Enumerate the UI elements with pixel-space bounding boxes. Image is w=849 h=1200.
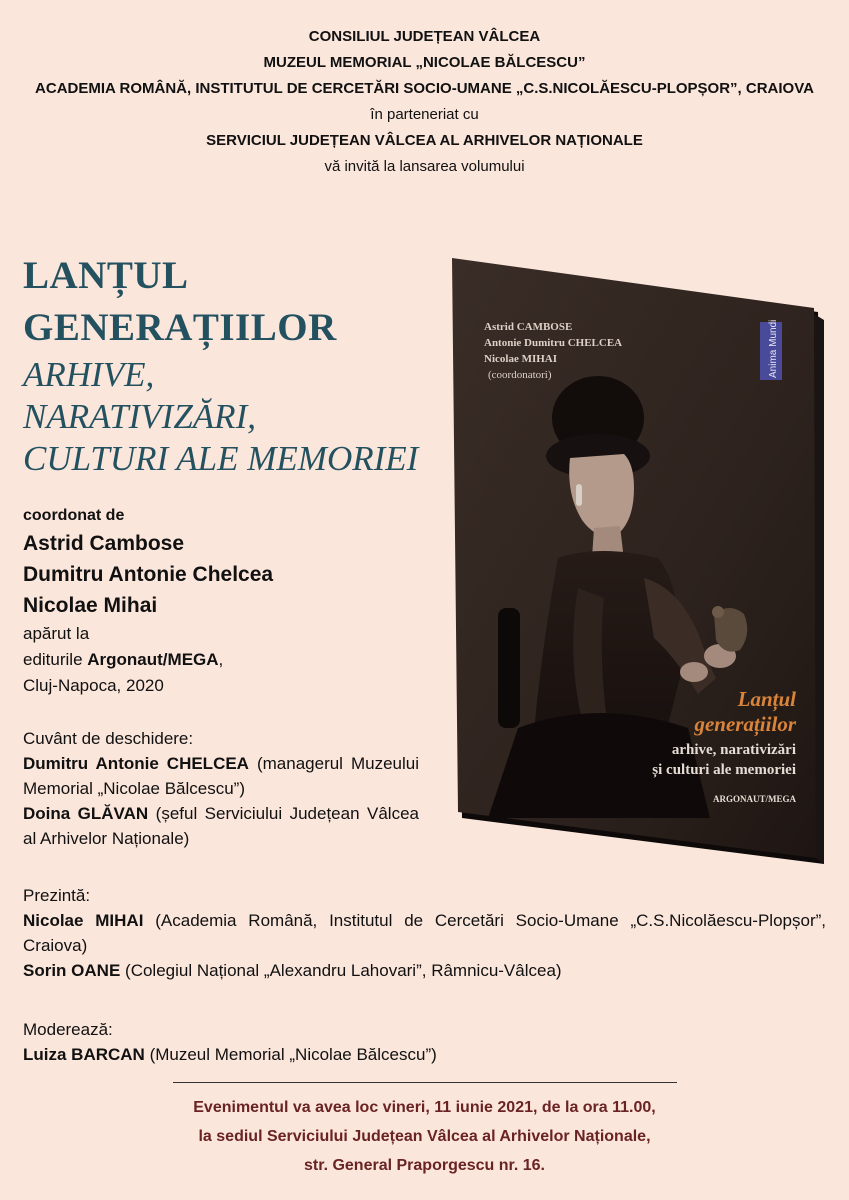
book-subtitle-line1: ARHIVE, (23, 355, 155, 394)
opening-label: Cuvânt de deschidere: (23, 729, 194, 748)
book-subtitle-line3: CULTURI ALE MEMORIEI (23, 439, 419, 478)
invitation-header (0, 24, 849, 180)
speaker-name: Dumitru Antonie CHELCEA (23, 754, 249, 773)
cover-title-line2: generațiilor (694, 712, 796, 736)
book-subtitle-line2: NARATIVIZĂRI, (23, 397, 256, 436)
series-label: Anima Mundi (768, 319, 779, 378)
presenter (23, 958, 826, 983)
coordinator-name: Dumitru Antonie Chelcea (23, 563, 274, 586)
coordinator-name: Nicolae Mihai (23, 594, 158, 617)
cover-author: Antonie Dumitru CHELCEA (484, 337, 623, 349)
speaker-role: (managerul Muzeului Memorial „Nicolae Bălcescu”) (23, 754, 419, 798)
opening-speech-block (23, 726, 419, 851)
organizer-museum: MUZEUL MEMORIAL „NICOLAE BĂLCESCU” (263, 54, 586, 71)
coordinators-block (23, 504, 423, 699)
presenter-role: (Colegiul Național „Alexandru Lahovari”, Râmnicu-Vâlcea) (125, 961, 562, 980)
partner-archives: SERVICIUL JUDEȚEAN VÂLCEA AL ARHIVELOR NAȚIONALE (206, 132, 643, 149)
coordinator-name: Astrid Cambose (23, 532, 185, 555)
book-cover-image (448, 258, 830, 875)
opening-speaker (23, 801, 419, 851)
cover-publisher: ARGONAUT/MEGA (713, 794, 796, 804)
presenter-name: Nicolae MIHAI (23, 911, 144, 930)
moderator-role: (Muzeul Memorial „Nicolae Bălcescu”) (149, 1045, 437, 1064)
presenter-role: (Academia Română, Institutul de Cercetări Socio-Umane „C.S.Nicolăescu-Plopșor”, Craiova) (23, 911, 826, 955)
moderator-block (23, 1017, 826, 1067)
book-title-line1: LANȚUL (23, 254, 189, 297)
moderator-name: Luiza BARCAN (23, 1045, 145, 1064)
publishers-line (23, 647, 423, 673)
cover-coordinators-note: (coordonatori) (488, 369, 552, 381)
presenter (23, 908, 826, 958)
cover-author: Astrid CAMBOSE (484, 321, 573, 333)
cover-subtitle-line1: arhive, narativizări (671, 742, 796, 758)
speaker-role: (șeful Serviciului Județean Vâlcea al Arhivelor Naționale) (23, 804, 419, 848)
published-at-label: apărut la (23, 624, 90, 643)
cover-subtitle-line2: și culturi ale memoriei (652, 762, 796, 778)
organizer-county-council: CONSILIUL JUDEȚEAN VÂLCEA (308, 28, 541, 45)
footer-divider (173, 1082, 677, 1083)
invitation-text: vă invită la lansarea volumului (324, 158, 525, 175)
event-date-time: Evenimentul va avea loc vineri, 11 iunie 2021, de la ora 11.00, (193, 1099, 656, 1116)
moderator-label: Moderează: (23, 1020, 113, 1039)
presenters-label: Prezintă: (23, 886, 91, 905)
book-title-block (23, 250, 443, 480)
opening-speaker (23, 751, 419, 801)
coordinators-label: coordonat de (23, 507, 125, 524)
publishers-name: Argonaut/MEGA (87, 650, 219, 669)
event-details (0, 1093, 849, 1180)
presenter-name: Sorin OANE (23, 961, 121, 980)
presenters-block (23, 883, 826, 983)
publishers-prefix: editurile (23, 650, 88, 669)
cover-author: Nicolae MIHAI (484, 353, 558, 365)
moderator (23, 1042, 826, 1067)
publishers-suffix: , (218, 650, 224, 669)
cover-title-line1: Lanțul (737, 687, 796, 711)
event-venue: la sediul Serviciului Județean Vâlcea al Arhivelor Naționale, (198, 1128, 651, 1145)
book-cover-svg (448, 258, 830, 870)
organizer-academy: ACADEMIA ROMÂNĂ, INSTITUTUL DE CERCETĂRI SOCIO-UMANE „C.S.NICOLĂESCU-PLOPȘOR”, CRAIOVA (35, 80, 814, 97)
book-title-line2: GENERAȚIILOR (23, 306, 337, 349)
partnership-text: în parteneriat cu (370, 106, 479, 123)
event-address: str. General Praporgescu nr. 16. (304, 1157, 545, 1174)
speaker-name: Doina GLĂVAN (23, 804, 149, 823)
publication-place-year: Cluj-Napoca, 2020 (23, 676, 164, 695)
